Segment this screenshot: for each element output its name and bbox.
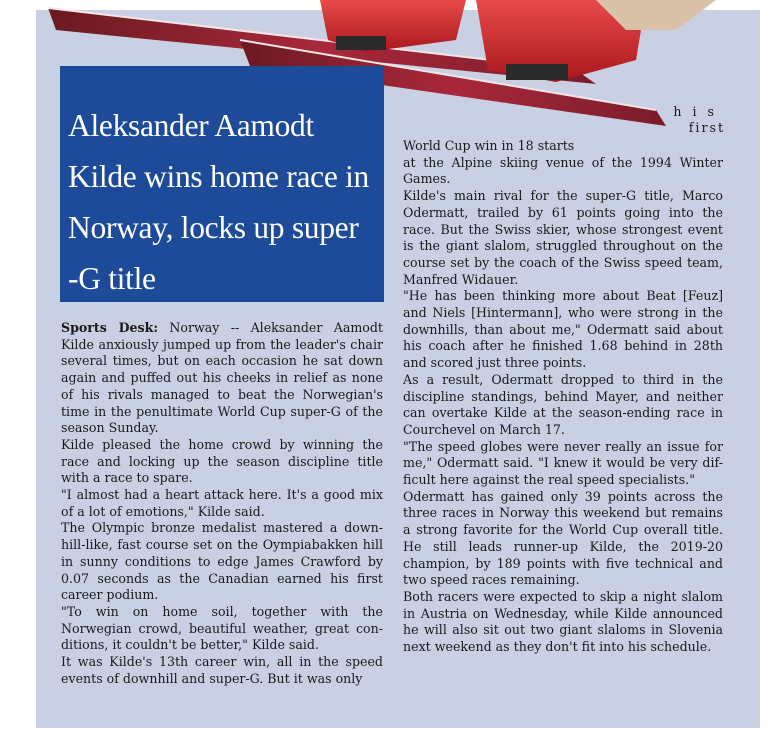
lead-paragraph bbox=[61, 320, 383, 437]
paragraph: "I almost had a heart attack here. It's a good mix of a lot of emotions," Kilde said. bbox=[61, 487, 383, 519]
ski-boot-left bbox=[320, 0, 466, 52]
continuation-word-1: his bbox=[673, 104, 725, 119]
paragraph: As a result, Odermatt dropped to third in the discipline standings, behind Mayer, and neither can overtake Kilde at the season-ending race in Courchevel on March 17. bbox=[403, 371, 723, 437]
paragraph: Odermatt has gained only 39 points across the three races in Norway this weekend but remains a strong favorite for the World Cup overall title. He still leads runner-up Kilde, the 2019-20 champion, by 189 points with five technical and two speed races remaining. bbox=[403, 488, 723, 588]
paragraph: "The speed globes were never really an issue for me," Odermatt said. "I knew it would be very dif-ficult here against the real speed specialists." bbox=[403, 438, 723, 488]
paragraph: The Olympic bronze medalist mastered a down-hill-like, fast course set on the Oympiabakken hill in sunny conditions to edge James Crawford by 0.07 seconds as the Canadian earned his first career podium. bbox=[61, 520, 383, 603]
paragraph: "He has been thinking more about Beat [Feuz] and Niels [Hintermann], who were strong in the downhills, than about me," Odermatt said about his coach after he finished 1.68 behind in 28th and scored just three points. bbox=[403, 288, 723, 371]
paragraph: at the Alpine skiing venue of the 1994 Winter Games. bbox=[403, 154, 723, 187]
paragraph: Both racers were expected to skip a night slalom in Austria on Wednesday, while Kilde announced he will also sit out two giant slaloms in Slovenia next weekend as they don't fit into his schedule. bbox=[403, 588, 723, 655]
continuation-words bbox=[655, 104, 725, 136]
continuation-word-2: first bbox=[688, 120, 725, 135]
dateline: Sports Desk: bbox=[61, 320, 158, 335]
paragraph: Kilde's main rival for the super-G title, Marco Odermatt, trailed by 61 points going into the race. But the Swiss skier, whose strongest event is the giant slalom, struggled throughout on the course set by the coach of the Swiss speed team, Manfred Widauer. bbox=[403, 188, 723, 287]
ski-boot-right bbox=[476, 0, 716, 82]
right-column bbox=[403, 138, 723, 656]
paragraph: World Cup win in 18 starts bbox=[403, 138, 575, 153]
left-column bbox=[61, 320, 383, 687]
headline-box bbox=[60, 66, 384, 302]
headline: Aleksander Aamodt Kilde wins home race in Norway, locks up super -G title bbox=[68, 108, 370, 296]
paragraph: Kilde pleased the home crowd by winning the race and locking up the season discipline title with a race to spare. bbox=[61, 436, 383, 486]
paragraph: "To win on home soil, together with the Norwegian crowd, beautiful weather, great con-ditions, it couldn't be better," Kilde said. bbox=[61, 603, 383, 653]
paragraph-text: Norway -- Aleksander Aamodt Kilde anxiously jumped up from the leader's chair several times, but on each occasion he sat down again and puffed out his cheeks in relief as none of his rivals managed to beat the Norwegian's time in the penultimate World Cup super-G of the season Sunday. bbox=[61, 320, 383, 436]
paragraph: It was Kilde's 13th career win, all in the speed events of downhill and super-G. But it was only bbox=[61, 654, 383, 686]
